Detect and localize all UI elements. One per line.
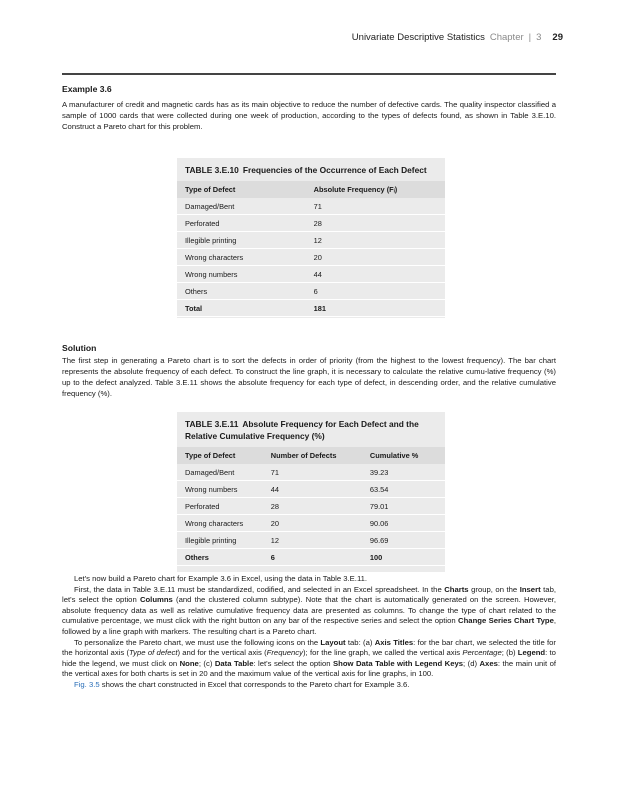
chapter-label: Chapter [489,32,524,43]
table-3e11 [177,412,445,572]
table-label: TABLE 3.E.10 [185,165,239,175]
table-cell: 20 [306,249,445,266]
table-row [177,198,445,215]
table-cell: Total [177,300,306,317]
table-cell: 44 [306,266,445,283]
paragraph-text: group, on the [468,584,520,594]
table-row [177,266,445,283]
table-caption [177,412,445,442]
page-number: 29 [552,32,563,43]
paragraph-text: (and the clustered column subtype). Note that the chart is automatically generated on the screen. However, absolute frequency data as well as relative cumulative frequency data are presented as columns. To change the type of chart related to the cumulative percentage, we must click with the right button on any bar of the respective series and select the option [62,595,556,626]
table-row [177,481,445,498]
solution-title: Solution [62,343,97,353]
bold-term: Insert [519,584,541,594]
paragraph [62,574,556,585]
table-cell: 100 [362,549,445,566]
table-cell: 28 [306,215,445,232]
table-cell: Perforated [177,215,306,232]
paragraph-text: : let's select the option [253,658,334,668]
paragraph-text: ); for the line graph, we called the vertical axis [303,648,463,658]
figure-link[interactable]: Fig. 3.5 [74,679,100,689]
table-cell: Wrong characters [177,515,263,532]
paragraph-text: First, the data in Table 3.E.11 must be standardized, codified, and selected in an Excel spreadsheet. In the [74,584,445,594]
column-header: Type of Defect [177,447,263,464]
bold-term: Legend [517,648,546,658]
table-cell: Wrong characters [177,249,306,266]
italic-term: Percentage [462,648,502,658]
bold-term: Axis Titles [374,637,414,647]
paragraph [62,585,556,638]
paragraph-text: shows the chart constructed in Excel that corresponds to the Pareto chart for Example 3.6. [99,679,410,689]
table-cell: 90.06 [362,515,445,532]
table-cell: 96.69 [362,532,445,549]
table-cell: 181 [306,300,445,317]
table-cell: 39.23 [362,464,445,481]
example-divider [62,73,556,75]
table-cell: 12 [263,532,362,549]
paragraph-text: tab: (a) [345,637,375,647]
table-cell: Illegible printing [177,232,306,249]
table-label: TABLE 3.E.11 [185,419,239,429]
column-header: Absolute Frequency (Fᵢ) [306,181,445,198]
table-row [177,532,445,549]
table-cell: 12 [306,232,445,249]
table-row [177,232,445,249]
bold-term: Data Table [214,658,254,668]
running-title: Univariate Descriptive Statistics [351,32,485,43]
table-row [177,498,445,515]
paragraph-text: ; (c) [198,658,215,668]
paragraph [62,638,556,680]
table-total-row [177,300,445,317]
running-header [352,32,563,43]
cumulative-table [177,447,445,566]
paragraph-text: ; (b) [501,648,518,658]
paragraph-text: ) and for the vertical axis ( [177,648,267,658]
excel-instructions [62,574,556,691]
table-cell: 28 [263,498,362,515]
table-cell: Damaged/Bent [177,464,263,481]
table-cell: Illegible printing [177,532,263,549]
paragraph-text: , followed by a line graph with markers. The resulting chart is a Pareto chart. [62,616,557,636]
table-cell: 6 [263,549,362,566]
example-title: Example 3.6 [62,84,112,94]
column-header: Number of Defects [263,447,362,464]
table-cell: 20 [263,515,362,532]
bold-term: Layout [320,637,346,647]
header-separator: | [528,32,532,43]
frequency-table [177,181,445,317]
bold-term: Show Data Table with Legend Keys [333,658,464,668]
table-row [177,549,445,566]
paragraph-text: Let's now build a Pareto chart for Example 3.6 in Excel, using the data in Table 3.E.11. [74,574,368,583]
column-header: Type of Defect [177,181,306,198]
table-row [177,464,445,481]
example-text: A manufacturer of credit and magnetic cards has as its main objective to reduce the number of defective cards. The quality inspector classified a sample of 1000 cards that were collected during one week of production, according to the types of defects found, as shown in Table 3.E.10. Construct a Pareto chart for this problem. [62,100,556,131]
chapter-number: 3 [536,32,542,43]
paragraph-text: To personalize the Pareto chart, we must use the following icons on the [74,637,321,647]
table-cell: Wrong numbers [177,266,306,283]
solution-text: The first step in generating a Pareto chart is to sort the defects in order of priority (from the highest to the lowest frequency). The bar chart represents the absolute frequency of each defect. To construct the line graph, it is necessary to calculate the relative cumu-lative frequency (%) up to the defect analyzed. Table 3.E.11 shows the absolute frequency for each type of defect, in descending order, and the relative cumulative frequency (%). [62,356,556,398]
table-row [177,515,445,532]
bold-term: Axes [479,658,498,668]
bold-term: Columns [139,595,173,605]
table-cell: Others [177,283,306,300]
table-caption [177,158,445,176]
table-cell: Others [177,549,263,566]
column-header: Cumulative % [362,447,445,464]
bold-term: None [179,658,199,668]
table-cell: Wrong numbers [177,481,263,498]
table-cell: 71 [263,464,362,481]
paragraph-text: : the main unit of the vertical axes for both charts is set in 20 and the maximum value of the vertical axis for line graphs, in 100. [62,658,556,679]
table-cell: Damaged/Bent [177,198,306,215]
italic-term: Frequency [266,648,303,658]
table-caption-text: Absolute Frequency for Each Defect and the Relative Cumulative Frequency (%) [185,419,419,441]
table-cell: Perforated [177,498,263,515]
table-3e10 [177,158,445,318]
bold-term: Charts [444,584,469,594]
paragraph-text: ; (d) [463,658,480,668]
table-cell: 79.01 [362,498,445,515]
table-row [177,283,445,300]
paragraph-text: : for the bar chart, we selected the title for the horizontal axis ( [62,637,556,658]
bold-term: Change Series Chart Type [458,616,554,626]
table-cell: 44 [263,481,362,498]
paragraph-text: : to hide the legend, we must click on [62,648,556,668]
table-cell: 63.54 [362,481,445,498]
table-row [177,215,445,232]
paragraph [62,680,556,691]
table-cell: 6 [306,283,445,300]
italic-term: Type of defect [129,648,178,658]
table-caption-text: Frequencies of the Occurrence of Each Defect [242,165,427,175]
paragraph-text: tab, let's select the option [62,584,556,605]
table-row [177,249,445,266]
table-cell: 71 [306,198,445,215]
